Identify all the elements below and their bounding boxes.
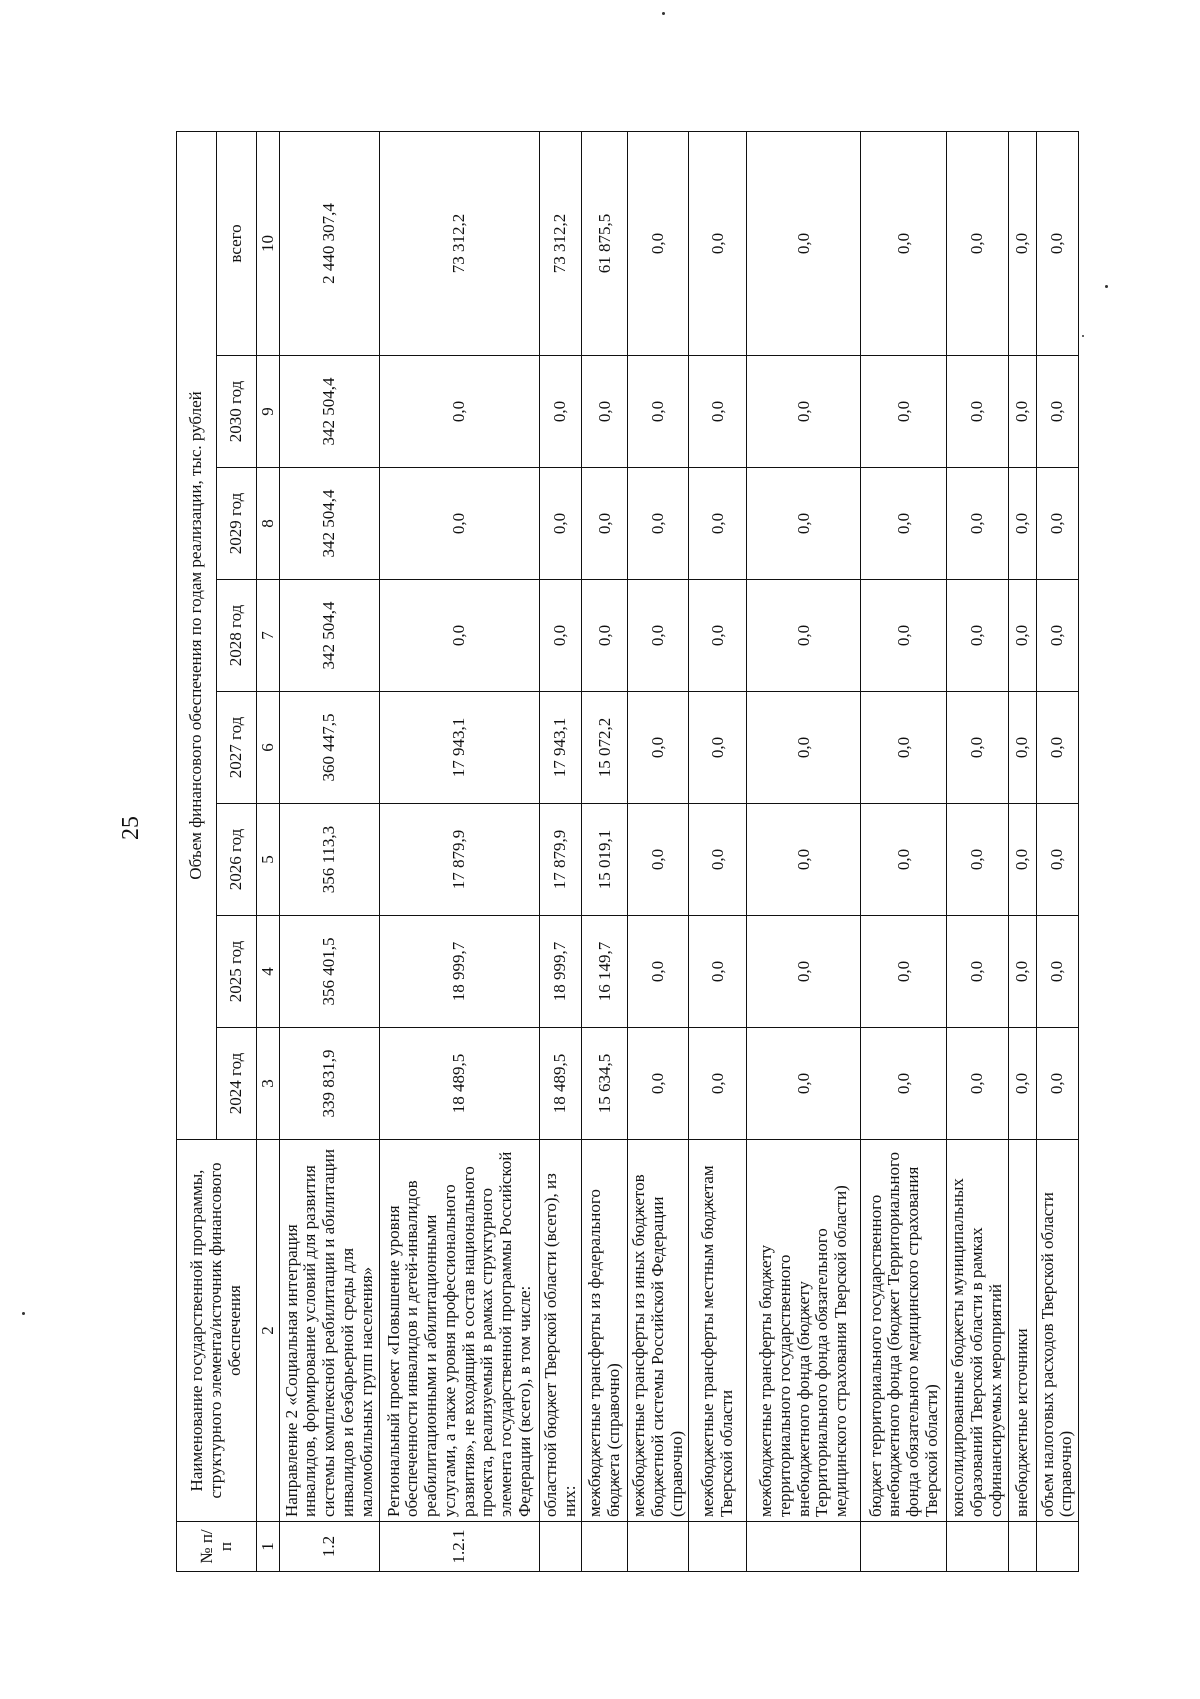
value-cell: 0,0 bbox=[380, 356, 540, 468]
row-name: областной бюджет Тверской области (всего), из них: bbox=[540, 1140, 582, 1522]
table-row bbox=[280, 131, 380, 1571]
index-cell: 10 bbox=[257, 131, 280, 355]
value-cell: 356 113,3 bbox=[280, 804, 380, 916]
value-cell: 2 440 307,4 bbox=[280, 131, 380, 355]
value-cell: 16 149,7 bbox=[582, 916, 628, 1028]
page-number: 25 bbox=[118, 816, 144, 840]
index-cell: 5 bbox=[257, 804, 280, 916]
value-cell: 0,0 bbox=[947, 131, 1008, 355]
row-number bbox=[747, 1522, 861, 1572]
value-cell: 0,0 bbox=[1036, 580, 1078, 692]
row-number bbox=[947, 1522, 1008, 1572]
row-number bbox=[689, 1522, 747, 1572]
value-cell: 0,0 bbox=[861, 131, 947, 355]
table-row bbox=[861, 131, 947, 1571]
value-cell: 0,0 bbox=[747, 131, 861, 355]
header-year-2024: 2024 год bbox=[217, 1028, 257, 1140]
value-cell: 0,0 bbox=[747, 804, 861, 916]
value-cell: 17 879,9 bbox=[540, 804, 582, 916]
value-cell: 0,0 bbox=[689, 1028, 747, 1140]
value-cell: 0,0 bbox=[947, 692, 1008, 804]
value-cell: 0,0 bbox=[1036, 131, 1078, 355]
value-cell: 0,0 bbox=[628, 1028, 689, 1140]
index-cell: 3 bbox=[257, 1028, 280, 1140]
header-year-2030: 2030 год bbox=[217, 356, 257, 468]
value-cell: 0,0 bbox=[380, 580, 540, 692]
header-no: № п/п bbox=[177, 1522, 257, 1572]
table-row bbox=[380, 131, 540, 1571]
value-cell: 0,0 bbox=[747, 916, 861, 1028]
value-cell: 342 504,4 bbox=[280, 468, 380, 580]
value-cell: 61 875,5 bbox=[582, 131, 628, 355]
row-name: Региональный проект «Повышение уровня обеспеченности инвалидов и детей-инвалидов реабилитационными и абилитационными услугами, а также уровня профессионального развития», не входящий в состав национального проекта, реализуемый в рамках структурного элемента государственной программы Российской Федерации (всего), в том числе: bbox=[380, 1140, 540, 1522]
value-cell: 0,0 bbox=[628, 692, 689, 804]
row-number bbox=[582, 1522, 628, 1572]
index-cell: 2 bbox=[257, 1140, 280, 1522]
table-row bbox=[628, 131, 689, 1571]
rotated-table-container bbox=[176, 132, 1086, 1572]
value-cell: 15 634,5 bbox=[582, 1028, 628, 1140]
header-year-2029: 2029 год bbox=[217, 468, 257, 580]
value-cell: 0,0 bbox=[1008, 804, 1036, 916]
value-cell: 0,0 bbox=[1036, 916, 1078, 1028]
table-row bbox=[947, 131, 1008, 1571]
value-cell: 0,0 bbox=[1008, 468, 1036, 580]
row-number bbox=[628, 1522, 689, 1572]
table-row bbox=[1008, 131, 1036, 1571]
value-cell: 0,0 bbox=[689, 804, 747, 916]
row-number bbox=[540, 1522, 582, 1572]
index-cell: 4 bbox=[257, 916, 280, 1028]
value-cell: 0,0 bbox=[947, 916, 1008, 1028]
row-number bbox=[1036, 1522, 1078, 1572]
value-cell: 0,0 bbox=[540, 356, 582, 468]
value-cell: 73 312,2 bbox=[380, 131, 540, 355]
row-name: межбюджетные трансферты бюджету территориального государственного внебюджетного фонда (бюджету Территориального фонда обязательного медицинского страхования Тверской области) bbox=[747, 1140, 861, 1522]
column-index-row bbox=[257, 131, 280, 1571]
scan-speck bbox=[22, 1312, 25, 1315]
header-total: всего bbox=[217, 131, 257, 355]
value-cell: 0,0 bbox=[747, 356, 861, 468]
value-cell: 18 999,7 bbox=[540, 916, 582, 1028]
header-year-2025: 2025 год bbox=[217, 916, 257, 1028]
value-cell: 73 312,2 bbox=[540, 131, 582, 355]
scan-speck bbox=[1105, 285, 1108, 288]
value-cell: 0,0 bbox=[947, 580, 1008, 692]
value-cell: 0,0 bbox=[1008, 916, 1036, 1028]
value-cell: 0,0 bbox=[628, 356, 689, 468]
value-cell: 18 489,5 bbox=[540, 1028, 582, 1140]
value-cell: 0,0 bbox=[1036, 468, 1078, 580]
value-cell: 0,0 bbox=[1008, 1028, 1036, 1140]
value-cell: 0,0 bbox=[1036, 692, 1078, 804]
row-number bbox=[1008, 1522, 1036, 1572]
value-cell: 0,0 bbox=[628, 580, 689, 692]
value-cell: 0,0 bbox=[861, 916, 947, 1028]
value-cell: 15 019,1 bbox=[582, 804, 628, 916]
row-name: межбюджетные трансферты из иных бюджетов бюджетной системы Российской Федерации (справочно) bbox=[628, 1140, 689, 1522]
row-number: 1.2.1 bbox=[380, 1522, 540, 1572]
value-cell: 0,0 bbox=[947, 468, 1008, 580]
value-cell: 0,0 bbox=[1036, 356, 1078, 468]
row-number bbox=[861, 1522, 947, 1572]
value-cell: 342 504,4 bbox=[280, 580, 380, 692]
value-cell: 0,0 bbox=[1008, 580, 1036, 692]
value-cell: 17 943,1 bbox=[380, 692, 540, 804]
value-cell: 17 943,1 bbox=[540, 692, 582, 804]
value-cell: 0,0 bbox=[628, 131, 689, 355]
value-cell: 0,0 bbox=[380, 468, 540, 580]
value-cell: 0,0 bbox=[747, 692, 861, 804]
value-cell: 0,0 bbox=[582, 356, 628, 468]
value-cell: 0,0 bbox=[861, 692, 947, 804]
value-cell: 0,0 bbox=[861, 356, 947, 468]
value-cell: 18 999,7 bbox=[380, 916, 540, 1028]
value-cell: 342 504,4 bbox=[280, 356, 380, 468]
row-number: 1.2 bbox=[280, 1522, 380, 1572]
row-name: Направление 2 «Социальная интеграция инвалидов, формирование условий для развития системы комплексной реабилитации и абилитации инвалидов и безбарьерной среды для маломобильных групп населения» bbox=[280, 1140, 380, 1522]
value-cell: 0,0 bbox=[747, 1028, 861, 1140]
table-row bbox=[582, 131, 628, 1571]
index-cell: 6 bbox=[257, 692, 280, 804]
index-cell: 7 bbox=[257, 580, 280, 692]
value-cell: 0,0 bbox=[540, 580, 582, 692]
value-cell: 339 831,9 bbox=[280, 1028, 380, 1140]
value-cell: 0,0 bbox=[582, 580, 628, 692]
value-cell: 0,0 bbox=[689, 131, 747, 355]
header-year-2028: 2028 год bbox=[217, 580, 257, 692]
value-cell: 0,0 bbox=[861, 580, 947, 692]
index-cell: 9 bbox=[257, 356, 280, 468]
value-cell: 0,0 bbox=[861, 1028, 947, 1140]
scan-speck bbox=[662, 12, 665, 15]
funding-table bbox=[176, 131, 1079, 1572]
value-cell: 0,0 bbox=[1008, 356, 1036, 468]
value-cell: 0,0 bbox=[947, 1028, 1008, 1140]
value-cell: 0,0 bbox=[689, 580, 747, 692]
value-cell: 0,0 bbox=[628, 916, 689, 1028]
row-name: внебюджетные источники bbox=[1008, 1140, 1036, 1522]
value-cell: 0,0 bbox=[947, 804, 1008, 916]
row-name: межбюджетные трансферты местным бюджетам Тверской области bbox=[689, 1140, 747, 1522]
value-cell: 18 489,5 bbox=[380, 1028, 540, 1140]
row-name: межбюджетные трансферты из федерального бюджета (справочно) bbox=[582, 1140, 628, 1522]
header-funding-group: Объем финансового обеспечения по годам реализации, тыс. рублей bbox=[177, 131, 217, 1139]
value-cell: 0,0 bbox=[1036, 804, 1078, 916]
header-name: Наименование государственной программы, структурного элемента/источник финансового обеспечения bbox=[177, 1140, 257, 1522]
value-cell: 0,0 bbox=[689, 356, 747, 468]
value-cell: 0,0 bbox=[628, 468, 689, 580]
value-cell: 0,0 bbox=[540, 468, 582, 580]
row-name: объем налоговых расходов Тверской области (справочно) bbox=[1036, 1140, 1078, 1522]
row-name: бюджет территориального государственного внебюджетного фонда (бюджет Территориального фонда обязательного медицинского страхования Тверской области) bbox=[861, 1140, 947, 1522]
value-cell: 0,0 bbox=[947, 356, 1008, 468]
value-cell: 17 879,9 bbox=[380, 804, 540, 916]
row-name: консолидированные бюджеты муниципальных образований Тверской области в рамках софинансируемых мероприятий bbox=[947, 1140, 1008, 1522]
table-row bbox=[689, 131, 747, 1571]
value-cell: 0,0 bbox=[1036, 1028, 1078, 1140]
table-row bbox=[747, 131, 861, 1571]
value-cell: 0,0 bbox=[747, 580, 861, 692]
value-cell: 15 072,2 bbox=[582, 692, 628, 804]
header-year-2026: 2026 год bbox=[217, 804, 257, 916]
value-cell: 360 447,5 bbox=[280, 692, 380, 804]
value-cell: 0,0 bbox=[1008, 692, 1036, 804]
value-cell: 356 401,5 bbox=[280, 916, 380, 1028]
value-cell: 0,0 bbox=[861, 804, 947, 916]
table-row bbox=[540, 131, 582, 1571]
value-cell: 0,0 bbox=[582, 468, 628, 580]
value-cell: 0,0 bbox=[747, 468, 861, 580]
value-cell: 0,0 bbox=[861, 468, 947, 580]
index-cell: 8 bbox=[257, 468, 280, 580]
value-cell: 0,0 bbox=[628, 804, 689, 916]
value-cell: 0,0 bbox=[689, 692, 747, 804]
value-cell: 0,0 bbox=[689, 916, 747, 1028]
index-cell: 1 bbox=[257, 1522, 280, 1572]
value-cell: 0,0 bbox=[1008, 131, 1036, 355]
header-year-2027: 2027 год bbox=[217, 692, 257, 804]
table-row bbox=[1036, 131, 1078, 1571]
value-cell: 0,0 bbox=[689, 468, 747, 580]
